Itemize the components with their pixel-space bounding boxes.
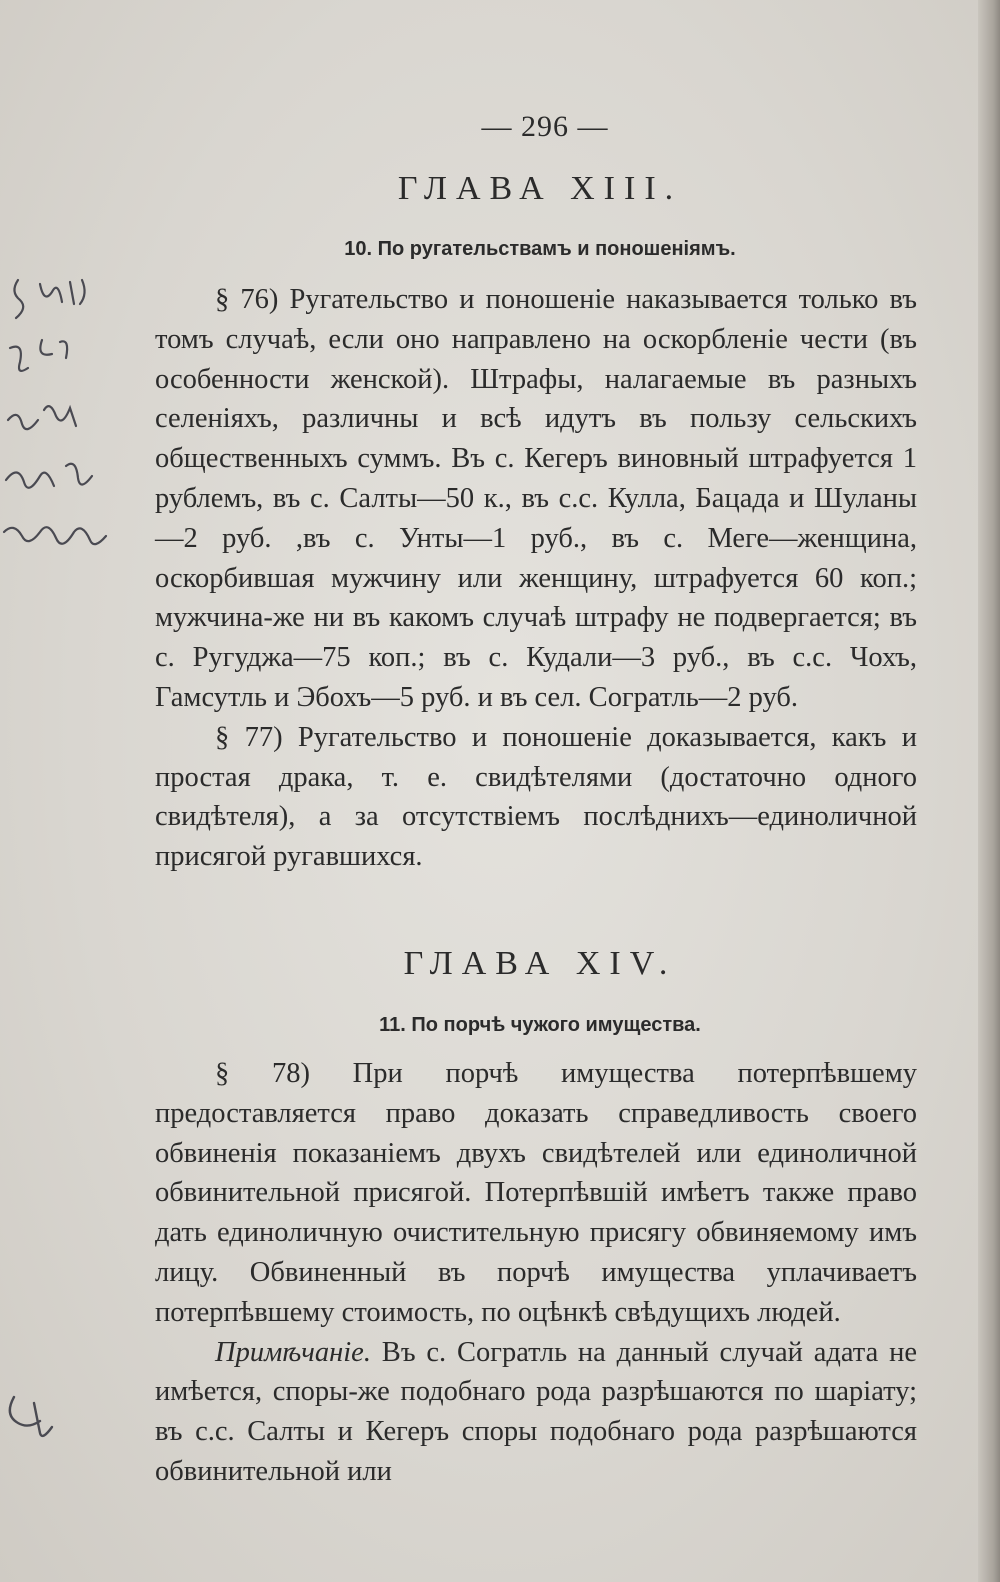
chapter-13-body <box>155 280 917 877</box>
handwritten-margin-mark <box>0 1385 70 1455</box>
section-title-11: 11. По порчѣ чужого имущества. <box>379 1014 701 1036</box>
paragraph-78: § 78) При порчѣ имущества потерпѣвшему предоставляется право доказать справедливость своего обвиненія показаніемъ двухъ свидѣтелей или единоличной обвинительной присягой. Потерпѣвшій имѣетъ также право дать единоличную очистительную присягу обвиняемому имъ лицу. Обвиненный въ порчѣ имущества уплачиваетъ потерпѣвшему стоимость, по оцѣнкѣ свѣдущихъ людей. <box>155 1058 917 1328</box>
chapter-heading-13: ГЛАВА XIII. <box>397 170 683 207</box>
footnote-paragraph <box>155 1333 917 1492</box>
chapter-14-body <box>155 1054 917 1492</box>
note-label: Примѣчаніе. <box>215 1336 371 1368</box>
note-text: Въ с. Согратль на данный случай адата не имѣется, споры-же подобнаго рода разрѣшаются по шаріату; въ с.с. Салты и Кегеръ споры подобнаго рода разрѣшаются обвинительной или <box>155 1336 917 1487</box>
page-number: — 296 — <box>481 110 609 143</box>
chapter-heading-14: ГЛАВА XIV. <box>403 945 677 982</box>
paragraph-76: § 76) Ругательство и поношеніе наказывается только въ томъ случаѣ, если оно направлено на оскорбленіе чести (въ особенности женской). Штрафы, налагаемые въ разныхъ селеніяхъ, различны и всѣ идутъ въ пользу сельскихъ общественныхъ суммъ. Въ с. Кегеръ виновный штрафуется 1 рублемъ, въ с. Салты—50 к., въ с.с. Кулла, Бацада и Шуланы—2 руб. ,въ с. Унты—1 руб., въ с. Меге—женщина, оскорбившая мужчину или женщину, штрафуется 60 коп.; мужчина-же ни въ какомъ случаѣ штрафу не подвергается; въ с. Ругуджа—75 коп.; въ с. Кудали—3 руб., въ с.с. Чохъ, Гамсутль и Эбохъ—5 руб. и въ сел. Согратль—2 руб. <box>155 284 917 713</box>
paragraph-77: § 77) Ругательство и поношеніе доказывается, какъ и простая драка, т. е. свидѣтелями (достаточно одного свидѣтеля), а за отсутствіемъ послѣднихъ—единоличной присягой ругавшихся. <box>155 721 917 873</box>
section-title-10: 10. По ругательствамъ и поношеніямъ. <box>344 238 736 260</box>
handwritten-margin-notes <box>0 270 130 590</box>
